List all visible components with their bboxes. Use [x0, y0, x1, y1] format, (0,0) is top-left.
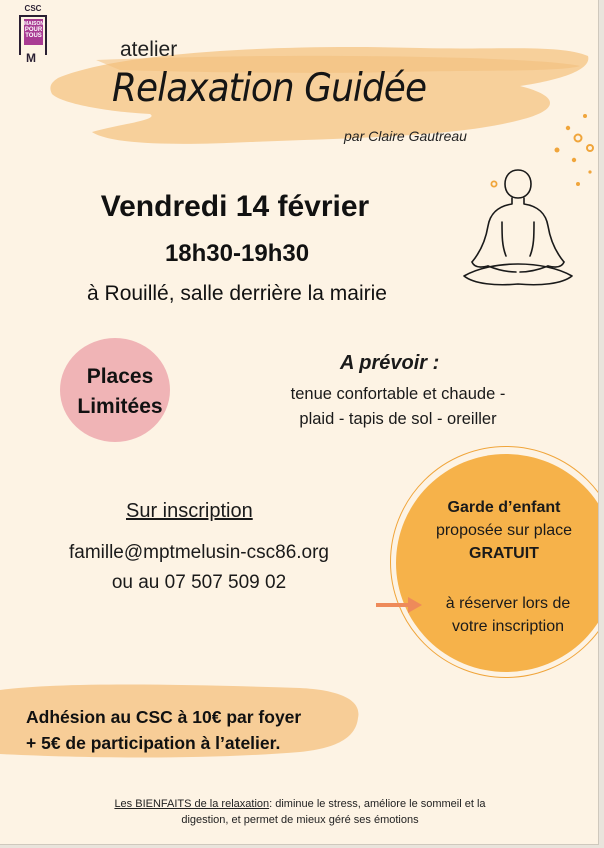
- garde-info: [404, 496, 599, 565]
- contact-phone: ou au 07 507 509 02: [111, 572, 287, 593]
- dot: [566, 126, 570, 130]
- logo-line: TOUS: [25, 33, 42, 39]
- author-byline: par Claire Gautreau: [344, 128, 467, 144]
- dot: [572, 158, 576, 162]
- reserve-line: à réserver lors de: [445, 595, 571, 612]
- adhesion-line: + 5€ de participation à l’atelier.: [26, 733, 281, 753]
- garde-reserve: [420, 592, 596, 638]
- workshop-title: Relaxation Guidée: [112, 66, 427, 111]
- inscription-heading: Sur inscription: [126, 500, 253, 522]
- dot: [583, 114, 587, 118]
- prevoir-line: plaid - tapis de sol - oreiller: [299, 410, 497, 428]
- adhesion-info: [26, 704, 366, 756]
- garde-subtitle: proposée sur place: [435, 522, 573, 539]
- places-limited: [30, 362, 210, 422]
- garde-title: Garde d’enfant: [447, 499, 561, 516]
- dot: [587, 145, 593, 151]
- prevoir-heading: A prévoir :: [340, 352, 440, 374]
- adhesion-line: Adhésion au CSC à 10€ par foyer: [26, 707, 302, 727]
- bienfaits-text: : diminue le stress, améliore le sommeil et la: [269, 798, 486, 810]
- logo-line: MAISON: [24, 21, 44, 27]
- logo-label: [24, 19, 43, 45]
- csc-logo: [16, 4, 50, 65]
- bienfaits-line-2: digestion, et permet de mieux géré ses émotions: [181, 814, 419, 826]
- meditation-figure-icon: [458, 164, 578, 292]
- prevoir-list: [256, 382, 540, 432]
- logo-line: POUR: [24, 27, 43, 33]
- garde-free: GRATUIT: [469, 545, 539, 562]
- event-time: 18h30-19h30: [164, 240, 310, 267]
- logo-csc-text: CSC: [24, 4, 42, 13]
- dot: [588, 170, 591, 173]
- bienfaits-line-1: [60, 796, 540, 812]
- bienfaits-label: Les BIENFAITS de la relaxation: [114, 798, 270, 810]
- bienfaits-footnote: [60, 796, 540, 828]
- event-date: Vendredi 14 février: [100, 190, 370, 223]
- logo-frame: [19, 15, 47, 65]
- contact-email[interactable]: famille@mptmelusin-csc86.org: [68, 542, 330, 563]
- event-location: à Rouillé, salle derrière la mairie: [87, 282, 387, 305]
- reserve-line: votre inscription: [451, 618, 565, 635]
- dot: [575, 135, 582, 142]
- arrow-right-icon: [374, 594, 424, 616]
- prevoir-line: tenue confortable et chaude -: [290, 385, 506, 403]
- places-line: Limitées: [77, 395, 163, 418]
- atelier-label: atelier: [120, 38, 178, 61]
- places-line: Places: [86, 365, 154, 388]
- dot: [555, 148, 560, 153]
- logo-m: M: [26, 51, 36, 65]
